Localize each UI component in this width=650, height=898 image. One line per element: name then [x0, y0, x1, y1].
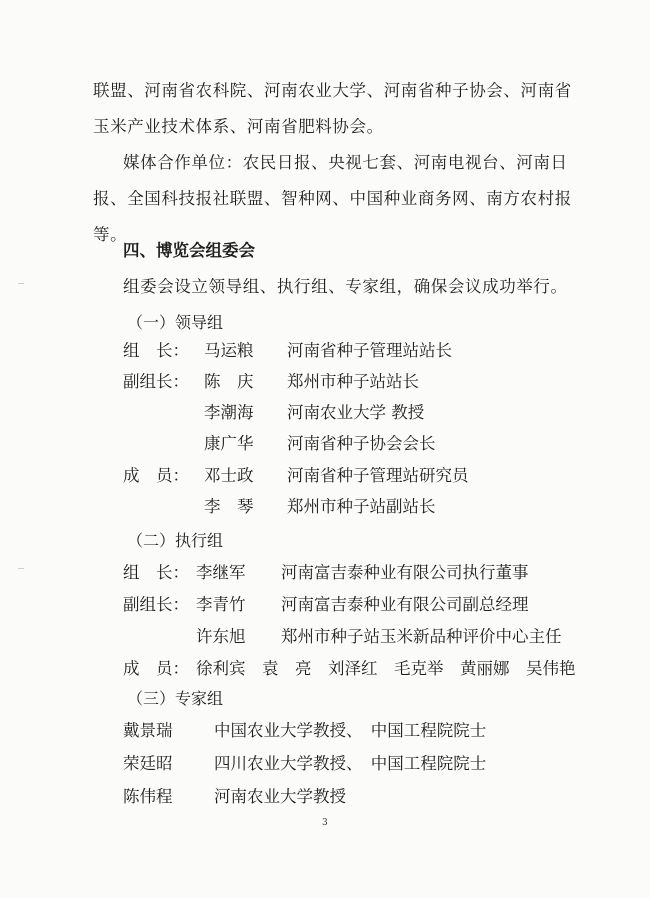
member-row — [0, 496, 650, 518]
member-name: 许东旭 — [196, 627, 246, 646]
member-name: 马运粮 — [204, 341, 254, 360]
member-row — [0, 658, 650, 680]
scan-mark — [18, 283, 24, 284]
role-label: 副组长： — [123, 595, 189, 614]
member-row — [0, 594, 650, 616]
member-row — [0, 433, 650, 455]
role-label: 成 员： — [123, 466, 189, 485]
paragraph-text: 联盟、河南省农科院、河南农业大学、河南省种子协会、河南省 — [93, 81, 572, 100]
member-title: 郑州市种子站副站长 — [287, 497, 436, 516]
subsection-heading: （三）专家组 — [127, 689, 224, 708]
section-intro: 组委会设立领导组、执行组、专家组，确保会议成功举行。 — [123, 277, 568, 296]
member-row — [0, 402, 650, 424]
member-name: 李青竹 — [196, 595, 246, 614]
expert-title: 河南农业大学教授 — [214, 787, 346, 806]
expert-name: 戴景瑞 — [123, 721, 173, 740]
expert-title: 四川农业大学教授、 中国工程院院士 — [214, 754, 487, 773]
member-name: 李继军 — [196, 563, 246, 582]
expert-name: 陈伟程 — [123, 787, 173, 806]
member-title: 河南农业大学 教授 — [287, 403, 425, 422]
member-title: 河南富吉泰种业有限公司副总经理 — [281, 595, 529, 614]
section-heading: 四、博览会组委会 — [123, 241, 255, 260]
member-names-list: 徐利宾 袁 亮 刘泽红 毛克举 黄丽娜 吴伟艳 — [196, 659, 576, 678]
member-title: 河南省种子管理站站长 — [287, 341, 452, 360]
member-row — [0, 562, 650, 584]
subsection-heading: （一）领导组 — [127, 313, 224, 332]
paragraph-text: 媒体合作单位：农民日报、央视七套、河南电视台、河南日 — [123, 153, 568, 172]
member-row — [0, 626, 650, 648]
member-title: 河南省种子协会会长 — [287, 434, 436, 453]
expert-row — [0, 720, 650, 742]
subsection-heading: （二）执行组 — [127, 531, 224, 550]
expert-name: 荣廷昭 — [123, 754, 173, 773]
member-name: 邓士政 — [204, 466, 254, 485]
expert-row — [0, 753, 650, 775]
member-title: 郑州市种子站站长 — [287, 372, 419, 391]
role-label: 副组长： — [123, 372, 189, 391]
role-label: 成 员： — [123, 659, 189, 678]
member-name: 陈 庆 — [204, 372, 254, 391]
member-title: 河南富吉泰种业有限公司执行董事 — [281, 563, 529, 582]
member-row — [0, 465, 650, 487]
member-name: 康广华 — [204, 434, 254, 453]
role-label: 组 长： — [123, 563, 189, 582]
paragraph-text: 玉米产业技术体系、河南省肥料协会。 — [93, 117, 384, 136]
expert-row — [0, 786, 650, 808]
member-title: 河南省种子管理站研究员 — [287, 466, 469, 485]
member-name: 李潮海 — [204, 403, 254, 422]
page-number: 3 — [322, 818, 328, 828]
member-row — [0, 371, 650, 393]
member-row — [0, 340, 650, 362]
member-name: 李 琴 — [204, 497, 254, 516]
role-label: 组 长： — [123, 341, 189, 360]
member-title: 郑州市种子站玉米新品种评价中心主任 — [281, 627, 562, 646]
paragraph-text: 等。 — [93, 225, 128, 244]
expert-title: 中国农业大学教授、 中国工程院院士 — [214, 721, 487, 740]
paragraph-text: 报、全国科技报社联盟、智种网、中国种业商务网、南方农村报 — [93, 189, 572, 208]
